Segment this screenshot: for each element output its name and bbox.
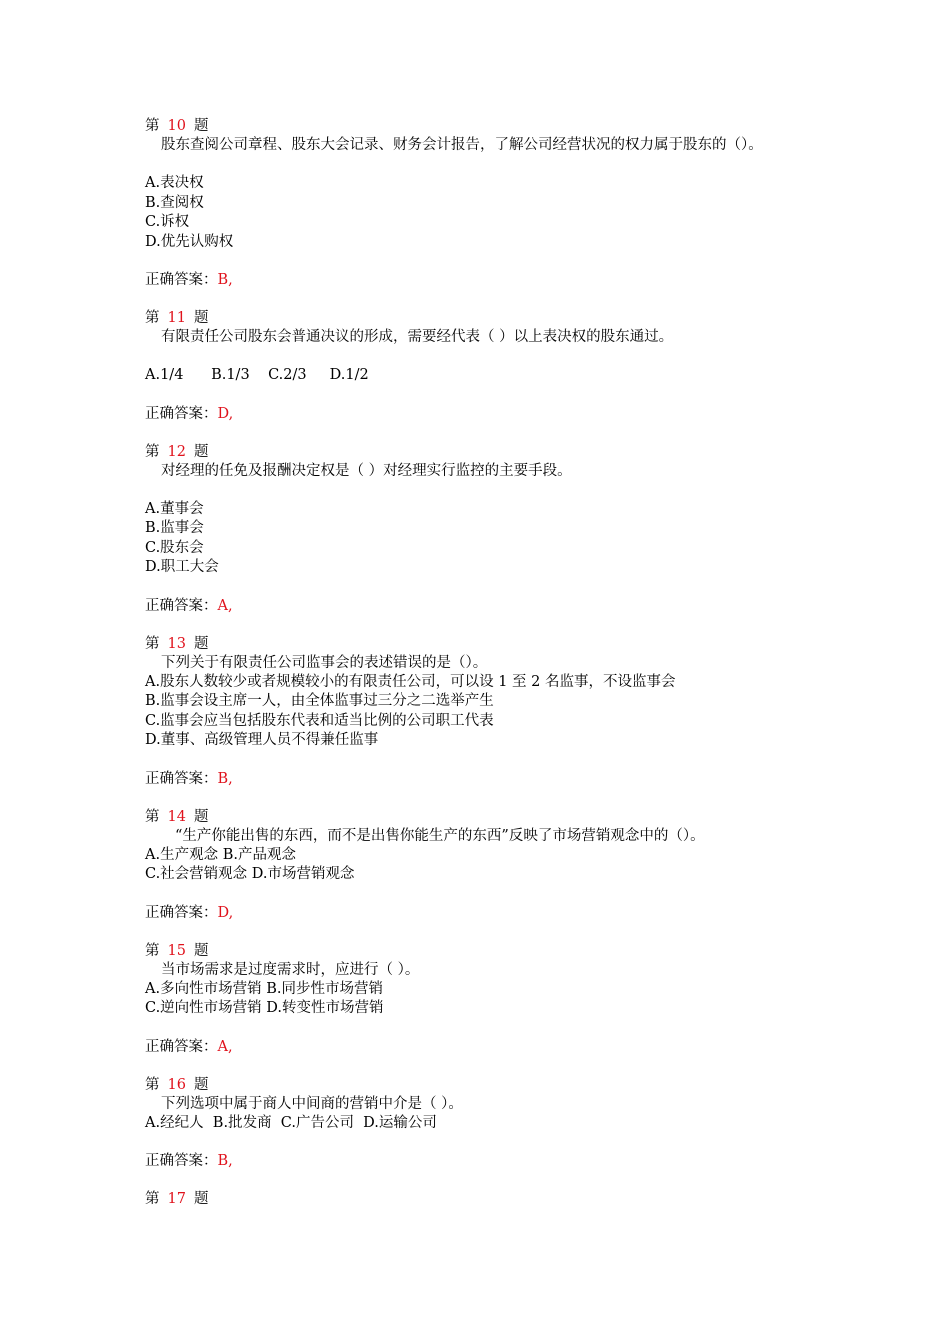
question-stem: 股东查阅公司章程、股东大会记录、财务会计报告，了解公司经营状况的权力属于股东的（）。 bbox=[161, 137, 763, 153]
question-prefix: 第 bbox=[145, 1191, 160, 1207]
question-stem: 当市场需求是过度需求时，应进行（ ）。 bbox=[161, 961, 420, 978]
answer-value: A, bbox=[217, 1038, 233, 1055]
answer-line bbox=[145, 1152, 825, 1171]
question-prefix: 第 bbox=[145, 635, 160, 652]
question-13 bbox=[145, 635, 825, 808]
option-b: B.监事会 bbox=[145, 520, 204, 536]
question-17 bbox=[145, 1190, 825, 1209]
answer-value: B, bbox=[217, 770, 233, 787]
answer-value: B, bbox=[217, 272, 233, 288]
answer-value: B, bbox=[217, 1153, 233, 1169]
question-stem: 下列关于有限责任公司监事会的表述错误的是（）。 bbox=[161, 654, 488, 671]
option-b: B.查阅权 bbox=[145, 194, 204, 211]
question-number: 10 bbox=[167, 118, 186, 134]
answer-line bbox=[145, 405, 825, 424]
question-number: 11 bbox=[167, 310, 186, 326]
option-a: A.股东人数较少或者规模较小的有限责任公司，可以设 1 至 2 名监事，不设监事会 bbox=[145, 673, 676, 690]
question-header bbox=[145, 309, 825, 328]
option-d: D.董事、高级管理人员不得兼任监事 bbox=[145, 732, 379, 748]
answer-label: 正确答案： bbox=[145, 770, 218, 787]
options-line: A.1/4 B.1/3 C.2/3 D.1/2 bbox=[145, 367, 369, 383]
question-10 bbox=[145, 117, 825, 309]
answer-line bbox=[145, 271, 825, 290]
question-number: 14 bbox=[167, 808, 186, 825]
options-line-2: C.逆向性市场营销 D.转变性市场营销 bbox=[145, 1000, 384, 1016]
answer-line bbox=[145, 904, 825, 923]
options-line-2: C.社会营销观念 D.市场营销观念 bbox=[145, 866, 355, 882]
options-line-1: A.多向性市场营销 B.同步性市场营销 bbox=[145, 980, 383, 997]
question-suffix: 题 bbox=[193, 118, 209, 134]
option-c: C.诉权 bbox=[145, 214, 190, 230]
question-prefix: 第 bbox=[145, 443, 160, 460]
answer-label: 正确答案： bbox=[145, 1038, 218, 1055]
question-suffix: 题 bbox=[193, 310, 209, 326]
answer-value: A, bbox=[217, 597, 233, 614]
question-11 bbox=[145, 309, 825, 443]
document-page bbox=[145, 117, 825, 1209]
question-suffix: 题 bbox=[193, 808, 209, 825]
option-d: D.优先认购权 bbox=[145, 233, 234, 250]
question-12 bbox=[145, 443, 825, 635]
answer-line bbox=[145, 1038, 825, 1057]
question-suffix: 题 bbox=[193, 635, 209, 652]
question-number: 15 bbox=[167, 942, 186, 959]
options-line: A.经纪人 B.批发商 C.广告公司 D.运输公司 bbox=[145, 1114, 437, 1131]
question-header bbox=[145, 1076, 825, 1095]
question-prefix: 第 bbox=[145, 118, 160, 134]
answer-value: D, bbox=[217, 904, 234, 921]
question-stem: “生产你能出售的东西，而不是出售你能生产的东西”反映了市场营销观念中的（）。 bbox=[175, 827, 705, 844]
question-prefix: 第 bbox=[145, 1076, 160, 1093]
option-c: C.股东会 bbox=[145, 539, 204, 556]
question-number: 16 bbox=[167, 1076, 186, 1093]
option-a: A.表决权 bbox=[145, 175, 204, 191]
question-stem: 有限责任公司股东会普通决议的形成，需要经代表（ ）以上表决权的股东通过。 bbox=[161, 329, 674, 345]
question-prefix: 第 bbox=[145, 310, 160, 326]
answer-line bbox=[145, 597, 825, 616]
answer-value: D, bbox=[217, 405, 234, 422]
question-header bbox=[145, 443, 825, 462]
question-header bbox=[145, 942, 825, 961]
answer-label: 正确答案： bbox=[145, 272, 218, 288]
answer-label: 正确答案： bbox=[145, 597, 218, 614]
question-suffix: 题 bbox=[193, 1076, 209, 1093]
answer-label: 正确答案： bbox=[145, 405, 218, 422]
question-number: 17 bbox=[167, 1191, 186, 1207]
question-suffix: 题 bbox=[193, 443, 209, 460]
question-header bbox=[145, 808, 825, 827]
answer-line bbox=[145, 770, 825, 789]
option-c: C.监事会应当包括股东代表和适当比例的公司职工代表 bbox=[145, 712, 494, 729]
option-a: A.董事会 bbox=[145, 500, 204, 517]
question-header bbox=[145, 117, 825, 136]
options-line-1: A.生产观念 B.产品观念 bbox=[145, 846, 296, 863]
question-prefix: 第 bbox=[145, 808, 160, 825]
question-number: 13 bbox=[167, 635, 186, 652]
question-header bbox=[145, 1190, 825, 1209]
option-d: D.职工大会 bbox=[145, 559, 219, 575]
question-number: 12 bbox=[167, 443, 186, 460]
question-prefix: 第 bbox=[145, 942, 160, 959]
question-14 bbox=[145, 808, 825, 942]
question-stem: 对经理的任免及报酬决定权是（ ）对经理实行监控的主要手段。 bbox=[161, 462, 572, 479]
question-stem: 下列选项中属于商人中间商的营销中介是（ ）。 bbox=[161, 1095, 463, 1112]
question-suffix: 题 bbox=[193, 1191, 209, 1207]
option-b: B.监事会设主席一人，由全体监事过三分之二选举产生 bbox=[145, 693, 494, 709]
question-16 bbox=[145, 1076, 825, 1191]
question-15 bbox=[145, 942, 825, 1076]
question-suffix: 题 bbox=[193, 942, 209, 959]
question-header bbox=[145, 635, 825, 654]
answer-label: 正确答案： bbox=[145, 904, 218, 921]
answer-label: 正确答案： bbox=[145, 1153, 218, 1169]
